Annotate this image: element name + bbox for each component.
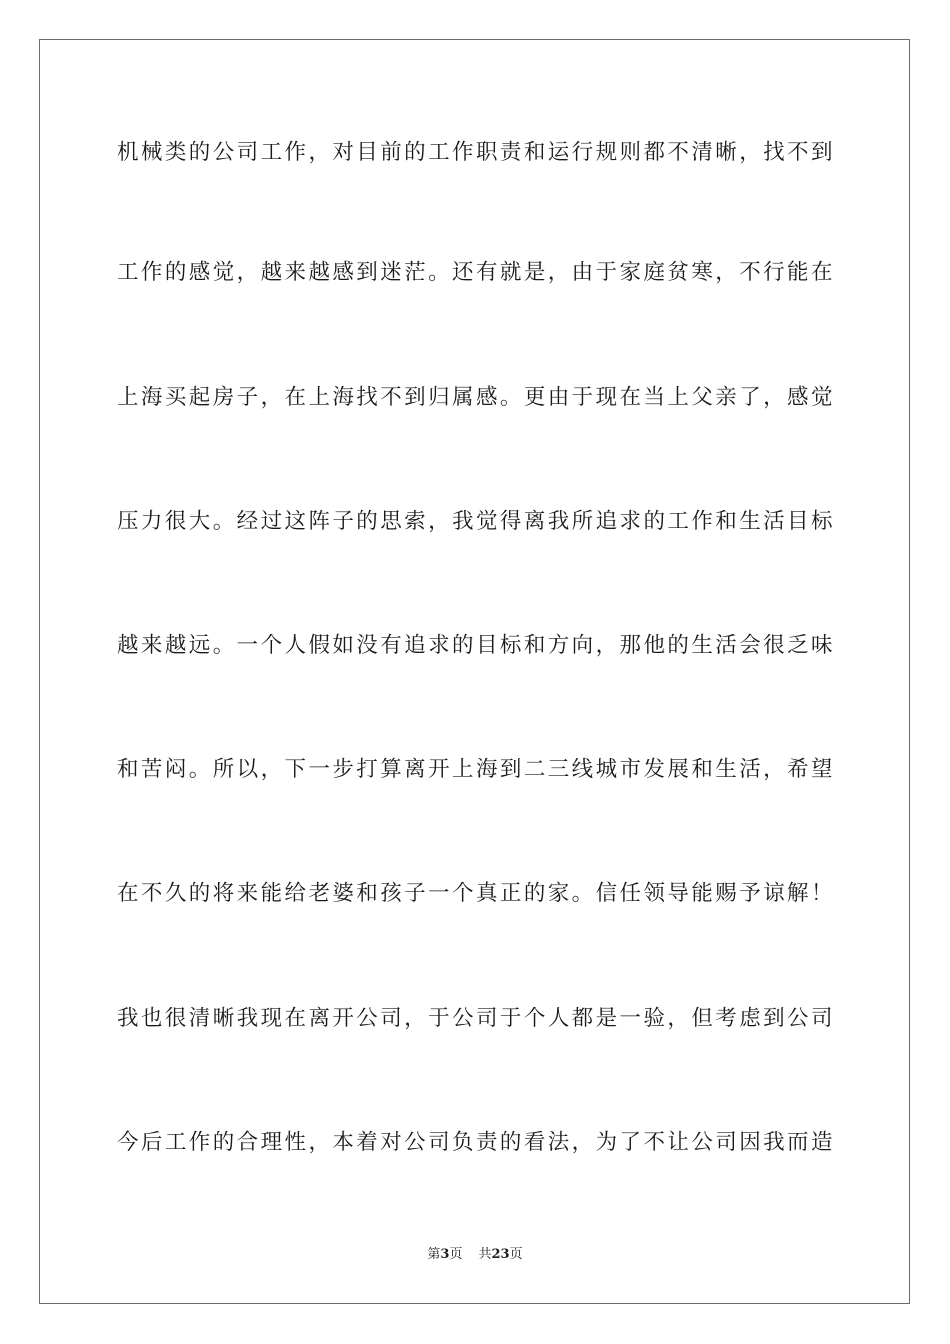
page-prefix: 第 [427,1247,441,1262]
body-text-line: 压力很大。经过这阵子的思索，我觉得离我所追求的工作和生活目标 [117,509,833,534]
page-suffix: 页 [449,1247,463,1262]
body-text-line: 越来越远。一个人假如没有追求的目标和方向，那他的生活会很乏味 [117,633,833,658]
body-text-line: 在不久的将来能给老婆和孩子一个真正的家。信任领导能赐予谅解！ [117,881,833,906]
page-footer [0,1246,950,1264]
body-text-line: 上海买起房子，在上海找不到归属感。更由于现在当上父亲了，感觉 [117,385,833,410]
total-suffix: 页 [509,1247,523,1262]
total-pages: 23 [491,1247,510,1262]
body-text-line: 和苦闷。所以，下一步打算离开上海到二三线城市发展和生活，希望 [117,757,833,782]
body-text-line: 今后工作的合理性，本着对公司负责的看法，为了不让公司因我而造 [117,1130,833,1155]
body-text-line: 机械类的公司工作，对目前的工作职责和运行规则都不清晰，找不到 [117,140,833,165]
page-number: 3 [440,1247,450,1262]
page-frame [39,39,910,1304]
total-prefix: 共 [478,1247,492,1262]
body-text-line: 我也很清晰我现在离开公司，于公司于个人都是一验，但考虑到公司 [117,1006,833,1031]
body-text-line: 工作的感觉，越来越感到迷茫。还有就是，由于家庭贫寒，不行能在 [117,260,833,285]
